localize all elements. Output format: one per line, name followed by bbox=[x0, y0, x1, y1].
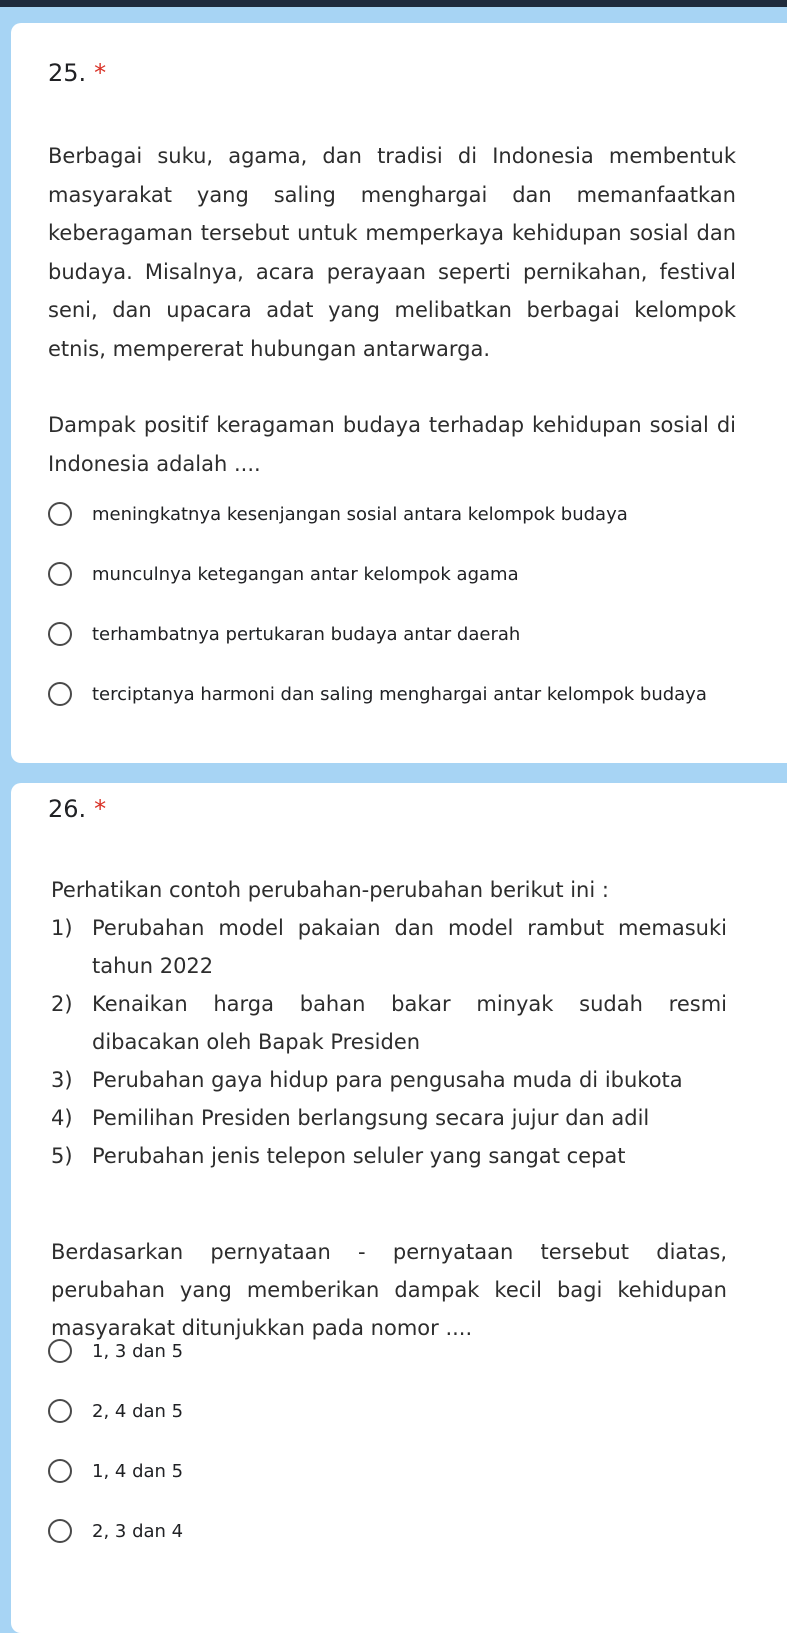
list-item-text: Perubahan jenis telepon seluler yang sangat cepat bbox=[92, 1144, 626, 1168]
question-number: 25. bbox=[48, 59, 87, 87]
list-item bbox=[51, 1061, 727, 1099]
intro-text: Perhatikan contoh perubahan-perubahan berikut ini : bbox=[51, 878, 609, 902]
list-item-number: 5) bbox=[51, 1144, 73, 1168]
radio-button[interactable] bbox=[48, 1399, 72, 1423]
radio-button[interactable] bbox=[48, 562, 72, 586]
list-item-number: 3) bbox=[51, 1068, 73, 1092]
list-item bbox=[51, 1099, 727, 1137]
list-item-text: Perubahan model pakaian dan model rambut memasuki tahun 2022 bbox=[92, 916, 727, 978]
list-item-number: 4) bbox=[51, 1106, 73, 1130]
option-26-c[interactable] bbox=[48, 1455, 183, 1487]
prompt-text: Berdasarkan pernyataan - pernyataan tersebut diatas, perubahan yang memberikan dampak kecil bagi kehidupan masyarakat ditunjukkan pada nomor .... bbox=[51, 1240, 727, 1340]
option-label: munculnya ketegangan antar kelompok agama bbox=[92, 563, 519, 585]
option-label: 2, 3 dan 4 bbox=[92, 1520, 184, 1542]
radio-button[interactable] bbox=[48, 1459, 72, 1483]
prompt-text: Dampak positif keragaman budaya terhadap kehidupan sosial di Indonesia adalah .... bbox=[48, 413, 736, 476]
option-25-b[interactable] bbox=[48, 558, 519, 590]
question-prompt bbox=[48, 406, 736, 483]
question-intro bbox=[51, 871, 727, 909]
option-label: terciptanya harmoni dan saling menghargai antar kelompok budaya bbox=[92, 683, 707, 705]
option-26-b[interactable] bbox=[48, 1395, 183, 1427]
change-list bbox=[51, 909, 727, 1175]
list-item-text: Kenaikan harga bahan bakar minyak sudah resmi dibacakan oleh Bapak Presiden bbox=[92, 992, 727, 1054]
required-asterisk: * bbox=[94, 795, 107, 823]
list-item bbox=[51, 985, 727, 1061]
question-card-26 bbox=[11, 783, 787, 1633]
list-item bbox=[51, 909, 727, 985]
radio-button[interactable] bbox=[48, 502, 72, 526]
question-prompt bbox=[51, 1233, 727, 1347]
option-25-a[interactable] bbox=[48, 498, 628, 530]
list-item-text: Perubahan gaya hidup para pengusaha muda di ibukota bbox=[92, 1068, 683, 1092]
list-item bbox=[51, 1137, 727, 1175]
radio-button[interactable] bbox=[48, 682, 72, 706]
passage-text: Berbagai suku, agama, dan tradisi di Indonesia membentuk masyarakat yang saling menghargai dan memanfaatkan keberagaman tersebut untuk memperkaya kehidupan sosial dan budaya. Misalnya, acara perayaan seperti pernikahan, festival seni, dan upacara adat yang melibatkan berbagai kelompok etnis, mempererat hubungan antarwarga. bbox=[48, 144, 736, 361]
option-label: 2, 4 dan 5 bbox=[92, 1400, 184, 1422]
top-bar bbox=[0, 0, 787, 7]
option-label: 1, 3 dan 5 bbox=[92, 1340, 184, 1362]
question-card-25 bbox=[11, 23, 787, 763]
option-25-d[interactable] bbox=[48, 678, 707, 710]
list-item-text: Pemilihan Presiden berlangsung secara jujur dan adil bbox=[92, 1106, 650, 1130]
list-item-number: 1) bbox=[51, 916, 73, 940]
option-label: meningkatnya kesenjangan sosial antara kelompok budaya bbox=[92, 503, 628, 525]
question-number: 26. bbox=[48, 795, 87, 823]
option-label: 1, 4 dan 5 bbox=[92, 1460, 184, 1482]
radio-button[interactable] bbox=[48, 1519, 72, 1543]
option-26-d[interactable] bbox=[48, 1515, 183, 1547]
required-asterisk: * bbox=[94, 59, 107, 87]
question-title bbox=[48, 59, 106, 87]
list-item-number: 2) bbox=[51, 992, 73, 1016]
question-passage bbox=[48, 137, 736, 368]
question-title bbox=[48, 795, 106, 823]
radio-button[interactable] bbox=[48, 1339, 72, 1363]
option-26-a[interactable] bbox=[48, 1335, 183, 1367]
option-25-c[interactable] bbox=[48, 618, 520, 650]
radio-button[interactable] bbox=[48, 622, 72, 646]
option-label: terhambatnya pertukaran budaya antar daerah bbox=[92, 623, 521, 645]
